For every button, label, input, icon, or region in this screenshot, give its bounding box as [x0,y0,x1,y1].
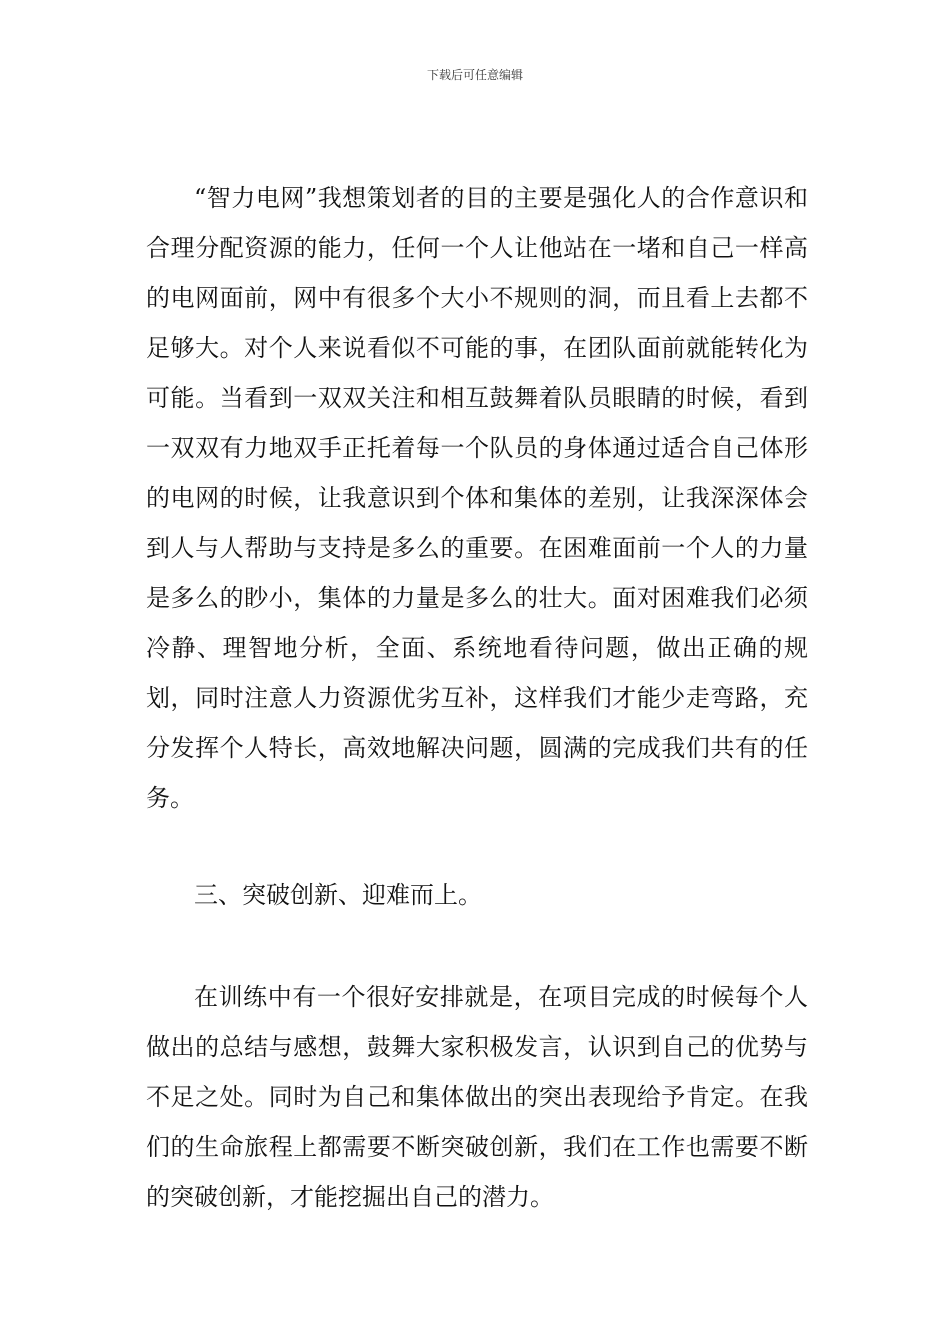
section-heading: 三、突破创新、迎难而上。 [194,881,482,909]
body-paragraph-1: “智力电网”我想策划者的目的主要是强化人的合作意识和合理分配资源的能力，任何一个人让他站在一堵和自己一样高的电网面前，网中有很多个大小不规则的洞，而且看上去都不足够大。对个人来说看似不可能的事，在团队面前就能转化为可能。当看到一双双关注和相互鼓舞着队员眼睛的时候，看到一双双有力地双手正托着每一个队员的身体通过适合自己体形的电网的时候，让我意识到个体和集体的差别，让我深深体会到人与人帮助与支持是多么的重要。在困难面前一个人的力量是多么的眇小，集体的力量是多么的壮大。面对困难我们必须冷静、理智地分析，全面、系统地看待问题，做出正确的规划，同时注意人力资源优劣互补，这样我们才能少走弯路，充分发挥个人特长，高效地解决问题，圆满的完成我们共有的任务。 [146,184,808,812]
header-note: 下载后可任意编辑 [426,68,523,82]
body-paragraph-2: 在训练中有一个很好安排就是，在项目完成的时候每个人做出的总结与感想，鼓舞大家积极发言，认识到自己的优势与不足之处。同时为自己和集体做出的突出表现给予肯定。在我们的生命旅程上都需要不断突破创新，我们在工作也需要不断的突破创新，才能挖掘出自己的潜力。 [146,983,808,1211]
